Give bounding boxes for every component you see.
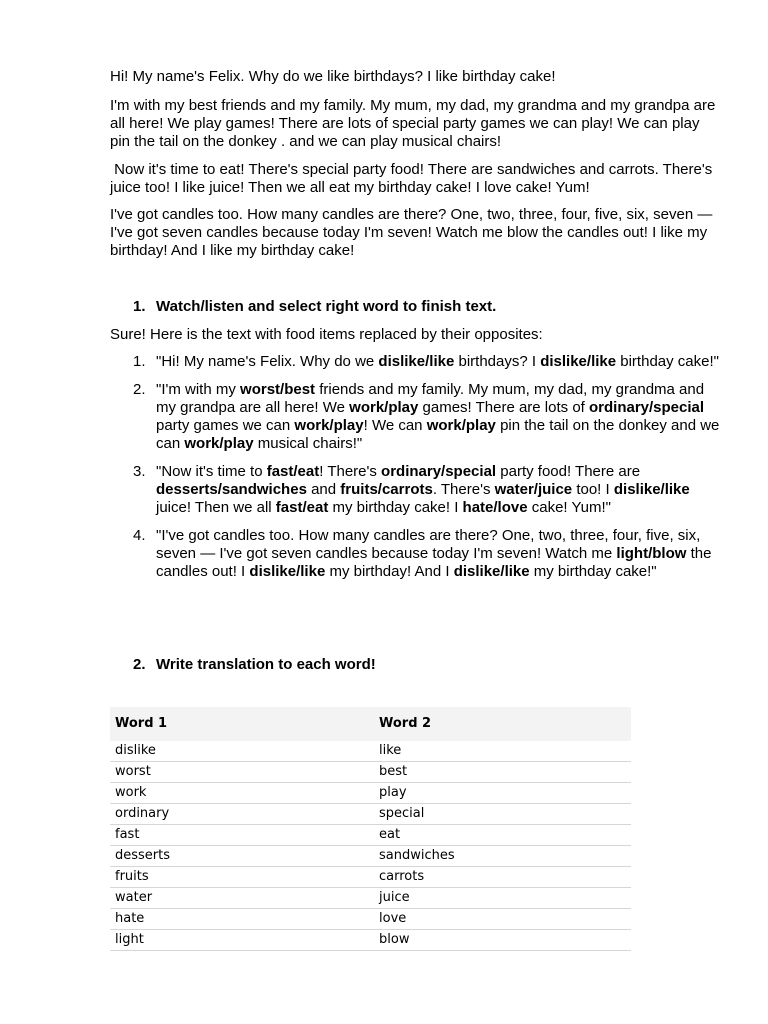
answer-choice: water/juice: [494, 481, 573, 498]
sentence-text: . There's: [432, 481, 495, 498]
answer-choice: fast/eat: [266, 463, 320, 480]
table-row: [110, 783, 631, 804]
list-item-number: 2.: [133, 381, 146, 398]
cell-word-2: eat: [379, 827, 401, 842]
cell-word-2: blow: [379, 932, 410, 947]
task-2-number: 2.: [133, 656, 146, 673]
word-table: [110, 707, 631, 951]
cell-word-2: sandwiches: [379, 848, 455, 863]
sentence-text: juice! Then we all: [156, 499, 276, 516]
answer-choice: dislike/like: [249, 563, 326, 580]
answer-choice: work/play: [184, 435, 254, 452]
answer-choice: dislike/like: [540, 353, 617, 370]
cell-word-1: fast: [115, 827, 140, 842]
task-1-title: Watch/listen and select right word to finish text.: [156, 298, 497, 315]
story-paragraph-4: I've got candles too. How many candles are there? One, two, three, four, five, six, seven — I've got seven candles because today I'm seven! Watch me blow the candles out! I like my birthday! And I like my birthday cake!: [110, 206, 713, 259]
task-1-intro: Sure! Here is the text with food items replaced by their opposites:: [110, 326, 543, 343]
sentence-text: "Hi! My name's Felix. Why do we: [156, 353, 379, 370]
sentence-text: party food! There are: [496, 463, 641, 480]
table-row: [110, 804, 631, 825]
cell-word-2: love: [379, 911, 407, 926]
cell-word-1: desserts: [115, 848, 171, 863]
sentence-text: cake! Yum!": [527, 499, 612, 516]
answer-choice: light/blow: [616, 545, 687, 562]
answer-choice: work/play: [349, 399, 419, 416]
column-header-word-1: Word 1: [115, 716, 168, 731]
cell-word-1: worst: [115, 764, 151, 779]
table-row: [110, 825, 631, 846]
task-2-title: Write translation to each word!: [156, 656, 376, 673]
answer-choice: worst/best: [240, 381, 316, 398]
answer-choice: dislike/like: [453, 563, 530, 580]
list-item-number: 3.: [133, 463, 146, 480]
sentence-text: friends and my family. My mum, my dad, my grandma and my grandpa are all here! We: [156, 381, 705, 416]
answer-choice: desserts/sandwiches: [156, 481, 307, 498]
table-row: [110, 867, 631, 888]
cell-word-1: fruits: [115, 869, 149, 884]
answer-choice: hate/love: [462, 499, 528, 516]
sentence-text: games! There are lots of: [418, 399, 589, 416]
cell-word-1: water: [115, 890, 153, 905]
answer-choice: dislike/like: [613, 481, 690, 498]
sentence-text: ! We can: [363, 417, 427, 434]
list-item: [110, 527, 720, 581]
sentence-text: birthday cake!": [616, 353, 719, 370]
cell-word-2: best: [379, 764, 408, 779]
answer-choice: dislike/like: [378, 353, 455, 370]
answer-choice: ordinary/special: [589, 399, 705, 416]
sentence-text: "I'm with my: [156, 381, 241, 398]
table-body: [110, 741, 631, 951]
sentence-text: pin the tail on the donkey and we can: [156, 417, 720, 452]
cell-word-2: juice: [379, 890, 410, 905]
table-header: [110, 707, 631, 741]
cell-word-1: hate: [115, 911, 145, 926]
sentence-text: my birthday cake! I: [328, 499, 463, 516]
answer-choice: fruits/carrots: [340, 481, 433, 498]
task-1-list: [110, 353, 720, 591]
cell-word-2: like: [379, 743, 402, 758]
cell-word-1: work: [115, 785, 147, 800]
story-paragraph-1: Hi! My name's Felix. Why do we like birthdays? I like birthday cake!: [110, 68, 556, 85]
list-item: [110, 381, 720, 453]
task-1-number: 1.: [133, 298, 146, 315]
answer-choice: work/play: [294, 417, 364, 434]
cell-word-2: carrots: [379, 869, 425, 884]
table-row: [110, 741, 631, 762]
sentence-text: the candles out! I: [156, 545, 712, 580]
column-header-word-2: Word 2: [379, 716, 432, 731]
sentence-text: ! There's: [319, 463, 382, 480]
table-row: [110, 930, 631, 951]
answer-choice: fast/eat: [275, 499, 329, 516]
cell-word-2: special: [379, 806, 425, 821]
sentence-text: "Now it's time to: [156, 463, 267, 480]
table-row: [110, 888, 631, 909]
table-row: [110, 762, 631, 783]
list-item-number: 1.: [133, 353, 146, 370]
answer-choice: ordinary/special: [381, 463, 497, 480]
sentence-text: too! I: [572, 481, 614, 498]
cell-word-1: light: [115, 932, 144, 947]
cell-word-1: dislike: [115, 743, 156, 758]
story-paragraph-2: I'm with my best friends and my family. My mum, my dad, my grandma and my grandpa are all here! We play games! There are lots of special party games we can play! We can play pin the tail on the donkey . and we can play musical chairs!: [110, 97, 716, 150]
sentence-text: my birthday! And I: [325, 563, 454, 580]
list-item: [110, 353, 720, 371]
story-paragraph-3: Now it's time to eat! There's special party food! There are sandwiches and carrots. There's juice too! I like juice! Then we all eat my birthday cake! I love cake! Yum!: [110, 161, 717, 196]
list-item-number: 4.: [133, 527, 146, 544]
sentence-text: party games we can: [156, 417, 295, 434]
sentence-text: birthdays? I: [454, 353, 541, 370]
cell-word-1: ordinary: [115, 806, 170, 821]
answer-choice: work/play: [426, 417, 496, 434]
sentence-text: and: [306, 481, 341, 498]
list-item: [110, 463, 720, 517]
table-row: [110, 909, 631, 930]
sentence-text: musical chairs!": [253, 435, 363, 452]
sentence-text: my birthday cake!": [529, 563, 657, 580]
sentence-text: "I've got candles too. How many candles are there? One, two, three, four, five, six, seven — I've got seven candles because today I'm seven! Watch me: [156, 527, 701, 562]
table-row: [110, 846, 631, 867]
cell-word-2: play: [379, 785, 407, 800]
